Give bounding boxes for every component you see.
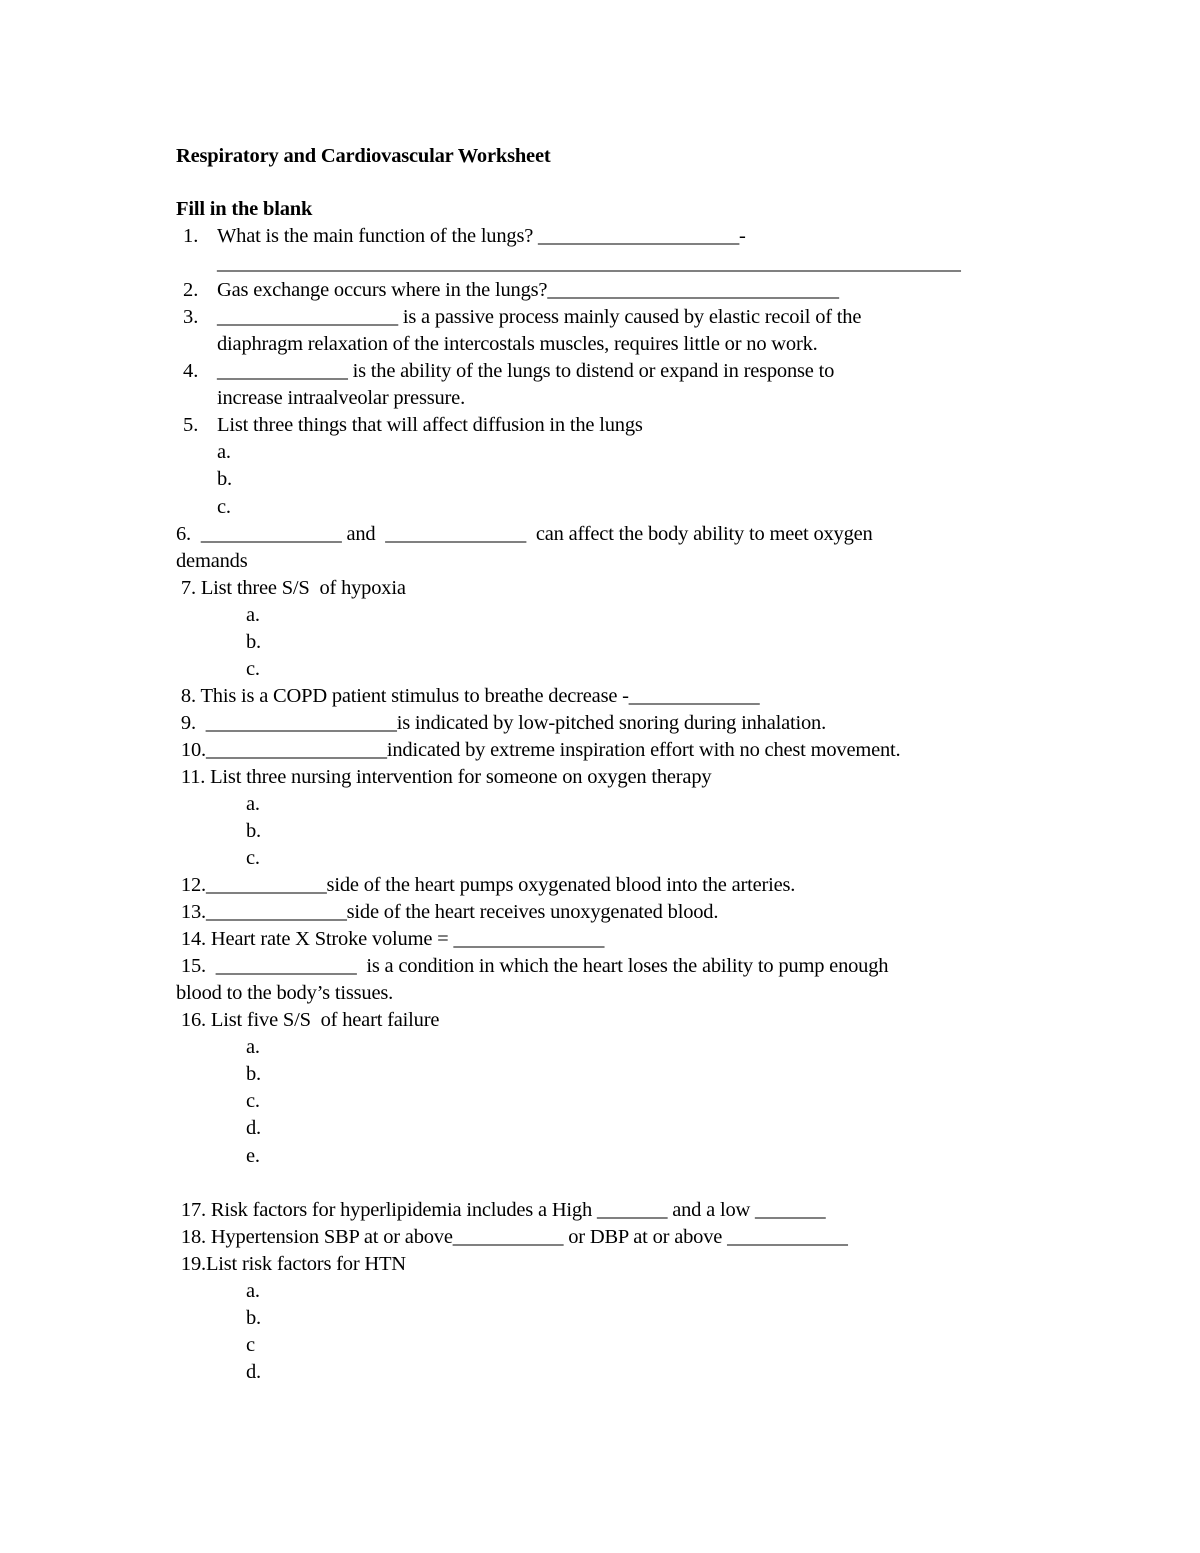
q19-item-d: d. (246, 1361, 261, 1383)
q7-text: 7. List three S/S of hypoxia (176, 577, 406, 599)
q14-text: 14. Heart rate X Stroke volume = _______________ (176, 928, 605, 950)
q11-item-c: c. (246, 847, 260, 869)
q15-text: 15. ______________ is a condition in which the heart loses the ability to pump enough (176, 955, 889, 977)
q4-number: 4. (183, 360, 199, 382)
q16-text: 16. List five S/S of heart failure (176, 1009, 440, 1031)
q10-text: 10.__________________indicated by extreme inspiration effort with no chest movement. (176, 739, 901, 761)
q4-text-cont: increase intraalveolar pressure. (217, 387, 466, 409)
q11-text: 11. List three nursing intervention for someone on oxygen therapy (176, 766, 712, 788)
q1-number: 1. (183, 225, 199, 247)
q4-text: _____________ is the ability of the lungs to distend or expand in response to (217, 360, 835, 382)
q5-item-a: a. (217, 441, 231, 463)
q8-text: 8. This is a COPD patient stimulus to breathe decrease -_____________ (176, 685, 760, 707)
q11-item-a: a. (246, 793, 260, 815)
q5-item-c: c. (217, 496, 231, 518)
q16-item-c: c. (246, 1090, 260, 1112)
q5-number: 5. (183, 414, 199, 436)
q15-text-cont: blood to the body’s tissues. (176, 982, 394, 1004)
q6-text: 6. ______________ and ______________ can affect the body ability to meet oxygen (176, 523, 873, 545)
q19-text: 19.List risk factors for HTN (176, 1253, 406, 1275)
worksheet-title: Respiratory and Cardiovascular Worksheet (176, 145, 551, 167)
q1-text: What is the main function of the lungs? ____________________- (217, 225, 746, 247)
q5-text: List three things that will affect diffusion in the lungs (217, 414, 643, 436)
q19-item-a: a. (246, 1280, 260, 1302)
q12-text: 12.____________side of the heart pumps oxygenated blood into the arteries. (176, 874, 796, 896)
q6-text-cont: demands (176, 550, 248, 572)
q9-text: 9. ___________________is indicated by low-pitched snoring during inhalation. (176, 712, 826, 734)
q1-answer-line: __________________________________________________________________________ (217, 252, 961, 274)
q16-item-a: a. (246, 1036, 260, 1058)
q3-text: __________________ is a passive process mainly caused by elastic recoil of the (217, 306, 862, 328)
q3-text-cont: diaphragm relaxation of the intercostals muscles, requires little or no work. (217, 333, 818, 355)
q7-item-c: c. (246, 658, 260, 680)
q17-text: 17. Risk factors for hyperlipidemia includes a High _______ and a low _______ (176, 1199, 826, 1221)
q2-text: Gas exchange occurs where in the lungs?_____________________________ (217, 279, 839, 301)
q7-item-a: a. (246, 604, 260, 626)
q18-text: 18. Hypertension SBP at or above___________ or DBP at or above ____________ (176, 1226, 848, 1248)
q2-number: 2. (183, 279, 199, 301)
q7-item-b: b. (246, 631, 261, 653)
q16-item-d: d. (246, 1117, 261, 1139)
q5-item-b: b. (217, 468, 232, 490)
q19-item-c: c (246, 1334, 255, 1356)
q13-text: 13.______________side of the heart receives unoxygenated blood. (176, 901, 719, 923)
q16-item-e: e. (246, 1145, 260, 1167)
q11-item-b: b. (246, 820, 261, 842)
q19-item-b: b. (246, 1307, 261, 1329)
q3-number: 3. (183, 306, 199, 328)
section-heading: Fill in the blank (176, 198, 313, 220)
q16-item-b: b. (246, 1063, 261, 1085)
